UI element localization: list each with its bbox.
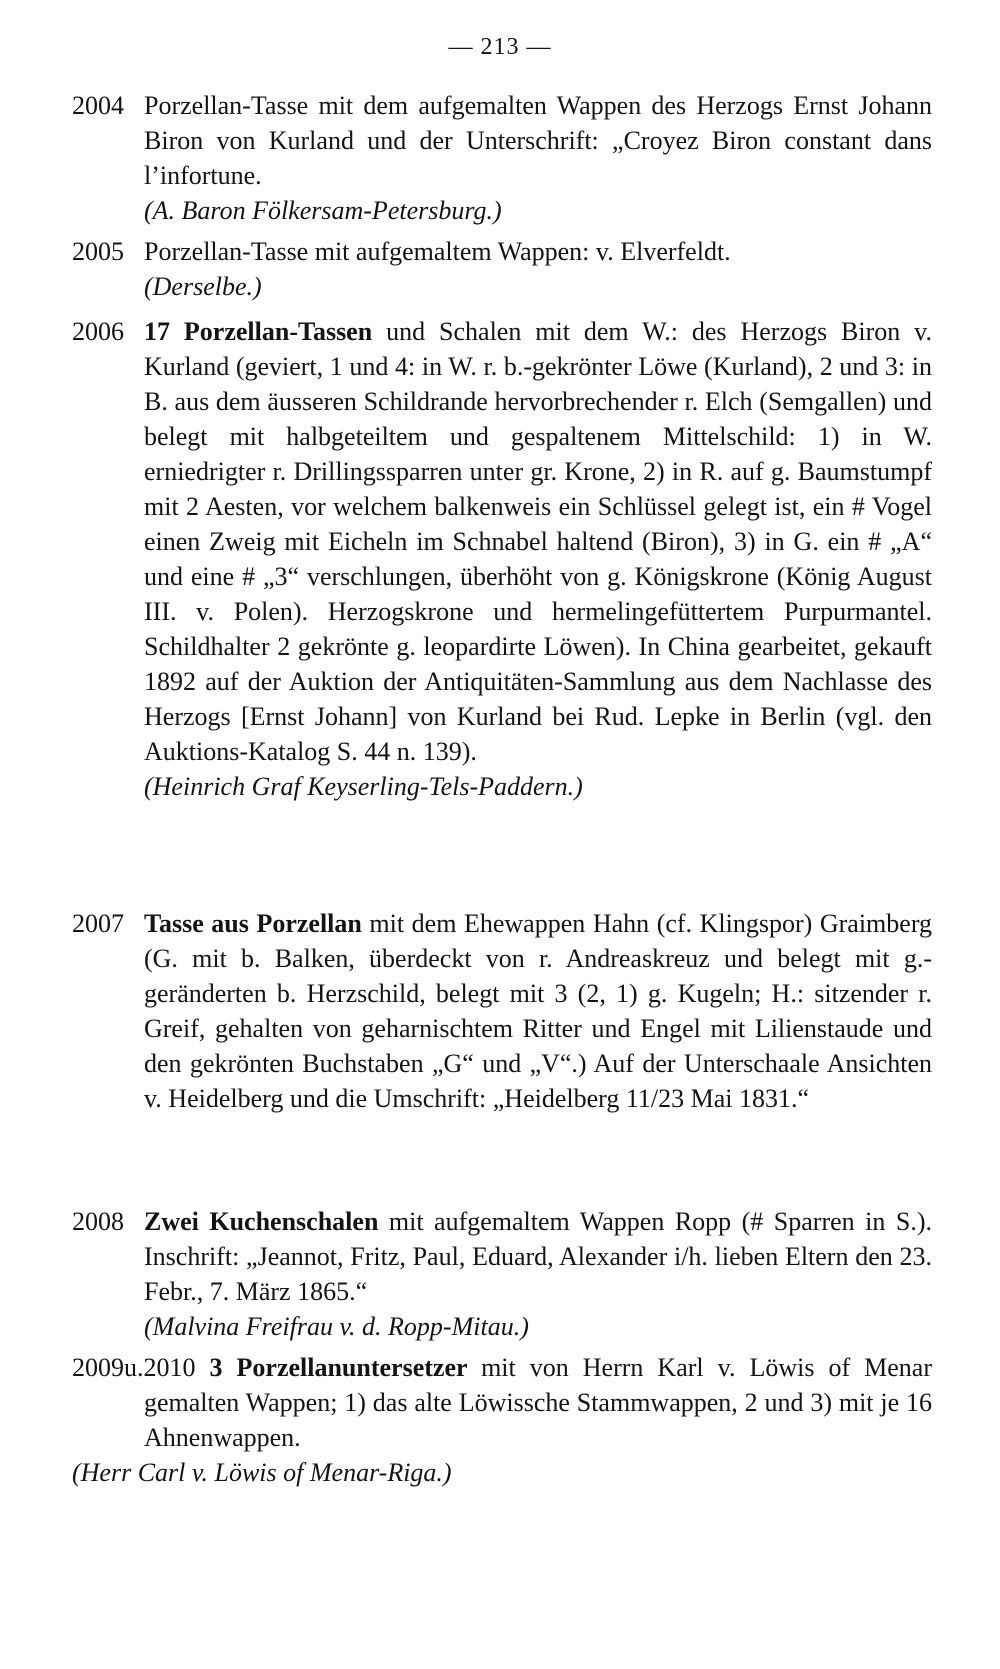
entry-number: 2004 (72, 91, 124, 120)
catalog-entry-2008 (72, 1204, 932, 1344)
entry-number: 2009u.2010 (72, 1353, 210, 1382)
entry-lead: Tasse aus Porzellan (144, 909, 370, 938)
catalog-entry-2009-2010 (72, 1350, 932, 1490)
catalog-entry-2007 (72, 906, 932, 1116)
entry-source: (Heinrich Graf Keyserling-Tels-Paddern.) (144, 772, 583, 801)
entry-number: 2005 (72, 237, 124, 266)
entry-text: mit aufgemaltem Wappen Ropp (# Sparren in S.). Inschrift: „Jeannot, Fritz, Paul, Eduard, Alexander i/h. lieben Eltern den 23. Febr., 7. März 1865.“ (144, 1207, 932, 1306)
entry-number: 2007 (72, 909, 124, 938)
catalog-entry-2006 (72, 314, 932, 804)
entry-source: (Malvina Freifrau v. d. Ropp-Mitau.) (144, 1312, 529, 1341)
entry-lead: 17 Porzellan-Tassen (144, 317, 387, 346)
entry-text: und Schalen mit dem W.: des Herzogs Biron v. Kurland (geviert, 1 und 4: in W. r. b.-gekrönter Löwe (Kurland), 2 und 3: in B. aus dem äusseren Schildrande hervorbrechender r. Elch (Semgallen) und belegt mit halbgeteiltem und gespaltenem Mittelschild: 1) in W. erniedrigter r. Drillingssparren unter gr. Krone, 2) in R. auf g. Baumstumpf mit 2 Aesten, vor welchem balkenweis ein Schlüssel gelegt ist, ein # Vogel einen Zweig mit Eicheln im Schnabel haltend (Biron), 3) in G. ein # „A“ und eine # „3“ verschlungen, überhöht von g. Königskrone (König August III. v. Polen). Herzogskrone und hermelingefüttertem Purpurmantel. Schildhalter 2 gekrönte g. leopardirte Löwen). In China gearbeitet, gekauft 1892 auf der Auktion der Antiquitäten-Sammlung aus dem Nachlasse des Herzogs [Ernst Johann] von Kurland bei Rud. Lepke in Berlin (vgl. den Auktions-Katalog S. 44 n. 139). (144, 317, 932, 766)
entry-body (144, 234, 932, 304)
entry-source: (A. Baron Fölkersam-Petersburg.) (144, 196, 502, 225)
entry-source: (Derselbe.) (144, 272, 262, 301)
entry-lead: Zwei Kuchenschalen (144, 1207, 389, 1236)
entry-body (144, 314, 932, 804)
entry-text: mit von Herrn Karl v. Löwis of Menar gemalten Wappen; 1) das alte Löwissche Stammwappen, 2 und 3) mit je 16 Ahnenwappen. (144, 1353, 932, 1452)
page-number: — 213 — (448, 34, 552, 60)
entry-text: Porzellan-Tasse mit dem aufgemalten Wappen des Herzogs Ernst Johann Biron von Kurland und der Unterschrift: „Croyez Biron constant dans l’infortune. (144, 91, 932, 190)
catalog-entry-2004 (72, 88, 932, 228)
entry-body (72, 1350, 932, 1490)
entry-number: 2006 (72, 317, 124, 346)
entry-number: 2008 (72, 1207, 124, 1236)
entry-body (144, 906, 932, 1116)
entry-text: mit dem Ehewappen Hahn (cf. Klingspor) Graimberg (G. mit b. Balken, überdeckt von r. Andreaskreuz und belegt mit g.-geränderten b. Herzschild, belegt mit 3 (2, 1) g. Kugeln; H.: sitzender r. Greif, gehalten von geharnischtem Ritter und Engel mit Lilienstaude und den gekrönten Buchstaben „G“ und „V“.) Auf der Unterschaale Ansichten v. Heidelberg und die Umschrift: „Heidelberg 11/23 Mai 1831.“ (144, 909, 933, 1113)
entry-body (144, 1204, 932, 1344)
catalog-entry-2005 (72, 234, 932, 304)
entry-body (144, 88, 932, 228)
entry-lead: 3 Porzellanuntersetzer (209, 1353, 482, 1382)
entry-text: Porzellan-Tasse mit aufgemaltem Wappen: v. Elverfeldt. (144, 237, 731, 266)
entry-source: (Herr Carl v. Löwis of Menar-Riga.) (72, 1458, 452, 1487)
